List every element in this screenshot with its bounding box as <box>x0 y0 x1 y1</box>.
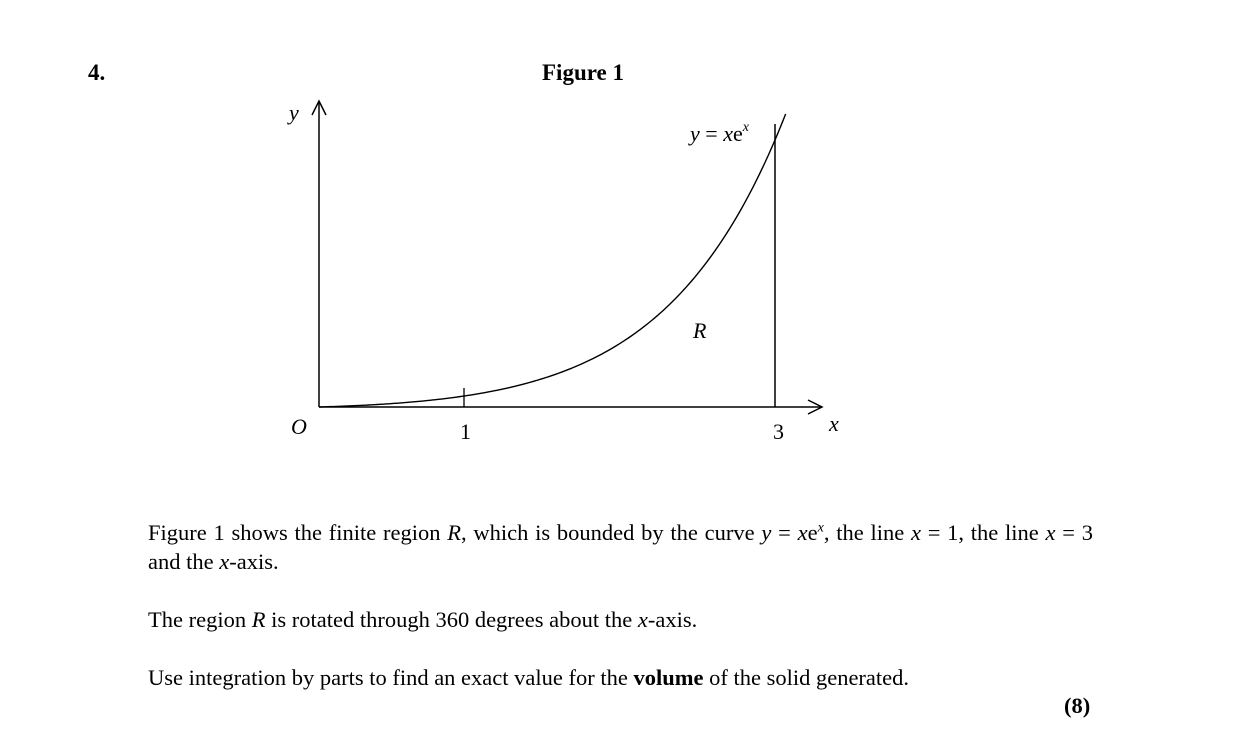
p1-text-1: Figure 1 shows the finite region <box>148 520 448 545</box>
question-number: 4. <box>88 60 106 85</box>
x-axis-label: x <box>829 411 839 436</box>
curve-label <box>688 120 750 146</box>
figure-title: Figure 1 <box>542 60 624 85</box>
y-axis-label: y <box>289 100 299 125</box>
p1-var-x2: x <box>910 520 921 545</box>
paragraph-rotation <box>148 605 1093 634</box>
p3-text-2: of the solid generated. <box>703 665 910 690</box>
p1-text-5: = 1, the line <box>920 520 1046 545</box>
p3-bold-volume: volume <box>633 665 704 690</box>
p2-region-r: R <box>251 607 266 632</box>
p1-text-4: , the line <box>823 520 911 545</box>
paragraph-instruction <box>148 663 1093 692</box>
p1-text-7: -axis. <box>229 549 279 574</box>
curve-label-e: e <box>732 121 743 146</box>
tick-1-label: 1 <box>460 419 471 444</box>
marks: (8) <box>1064 693 1091 718</box>
p2-text-1: The region <box>148 607 252 632</box>
origin-label: O <box>291 414 307 439</box>
p1-text-2: , which is bounded by the curve <box>461 520 762 545</box>
p1-exponent: x <box>817 520 824 536</box>
p1-var-x: x <box>797 520 808 545</box>
p1-var-y: y <box>761 520 772 545</box>
p1-region-r: R <box>447 520 462 545</box>
curve-label-eq: = <box>699 121 724 146</box>
p3-text-1: Use integration by parts to find an exact value for the <box>148 665 634 690</box>
p1-text-3: = <box>771 520 798 545</box>
p2-var-x: x <box>637 607 648 632</box>
curve-label-y: y <box>690 121 700 146</box>
curve-label-x: x <box>723 121 733 146</box>
curve-label-exp: x <box>742 120 749 135</box>
p1-e: e <box>807 520 818 545</box>
p1-text-6: = 3 and the <box>148 520 1094 574</box>
p2-text-3: -axis. <box>647 607 698 632</box>
curve-xex <box>319 114 786 407</box>
p1-var-x4: x <box>219 549 230 574</box>
p1-var-x3: x <box>1045 520 1056 545</box>
region-label: R <box>693 318 707 343</box>
tick-3-label: 3 <box>773 419 784 444</box>
paragraph-region-description <box>148 518 1093 576</box>
p2-text-2: is rotated through 360 degrees about the <box>265 607 638 632</box>
